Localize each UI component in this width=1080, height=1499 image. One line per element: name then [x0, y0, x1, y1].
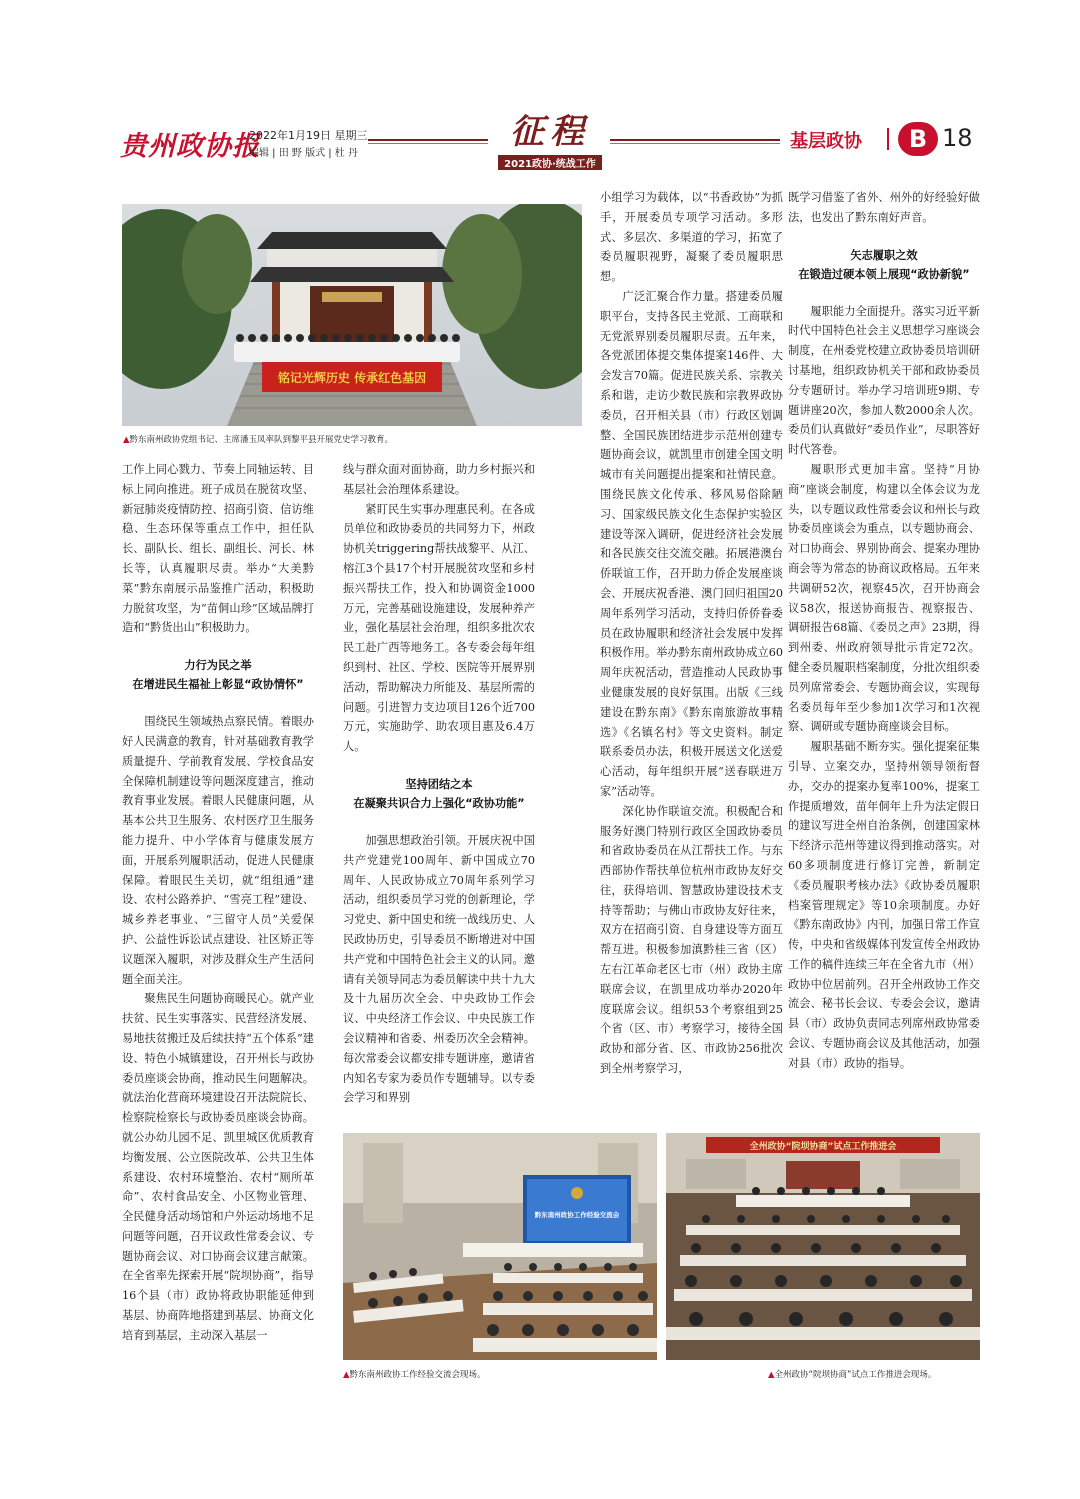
col1-subheading-2: 在增进民生福祉上彰显“政协情怀”: [132, 678, 304, 692]
caption-text: 全州政协“院坝协商”试点工作推进会现场。: [774, 1370, 937, 1380]
banner-text: 铭记光辉历史 传承红色基因: [277, 371, 427, 385]
col3-paragraph-1: 小组学习为载体，以“书香政协”为抓手，开展委员专项学习活动。多形式、多层次、多渠道的学习，拓宽了委员履职视野，凝聚了委员履职思想。: [600, 191, 783, 284]
caption-text: 黔东南州政协党组书记、主席潘玉凤率队到黎平县开展党史学习教育。: [129, 435, 394, 445]
header-rule-right: [610, 139, 780, 141]
column-3: [600, 188, 783, 1130]
caption-marker-icon: ▲: [343, 1370, 350, 1380]
col3-paragraph-3: 深化协作联谊交流。积极配合和服务好澳门特别行政区全国政协委员和省政协委员在从江帮扶工作。与东西部协作帮扶单位杭州市政协友好交往，获得培训、智慧政协建设技术支持等帮助；与佛山市政协友好往来，双方在招商引资、自身建设等方面互帮互进。积极参加滇黔桂三省（区）左右江革命老区七市（州）政协主席联席会议，在凯里成功举办2020年度联席会议。组织53个考察组到25个省（区、市）考察学习，接待全国政协和部分省、区、市政协256批次到全州考察学习，: [600, 804, 783, 1076]
column-4: [788, 188, 980, 1130]
col2-subheading-1: 坚持团结之本: [405, 777, 473, 791]
issue-date: 2022年1月19日 星期三: [249, 129, 368, 142]
col4-subheading-2: 在锻造过硬本领上展现“政协新貌”: [798, 267, 970, 281]
caption-marker-icon: ▲: [123, 435, 130, 445]
col2-paragraph-1: 线与群众面对面协商，助力乡村振兴和基层社会治理体系建设。: [343, 463, 535, 496]
photo-courtyard-consultation-meeting: [666, 1133, 980, 1360]
col4-paragraph-1: 既学习借鉴了省外、州外的好经验好做法，也发出了黔东南好声音。: [788, 191, 980, 224]
col3-paragraph-2: 广泛汇聚合作力量。搭建委员履职平台，支持各民主党派、工商联和无党派界别委员履职尽责。五年来，各党派团体提交集体提案146件、大会发言70篇。促进民族关系、宗教关系和谐，走访少数民族和宗教界政协委员，召开相关县（市）行政区划调整、全国民族团结进步示范州创建专题协商会议，就凯里市创建全国文明城市有关问题提出提案和社情民意。围绕民族文化传承、移风易俗除陋习、国家级民族文化生态保护实验区建设等深入调研，促进经济社会发展和各民族交往交流交融。拓展港澳台侨联谊工作，召开助力侨企发展座谈会、开展庆祝香港、澳门回归祖国20周年系列学习活动，支持归侨侨眷委员在政协履职和经济社会发展中发挥积极作用。举办黔东南州政协成立60周年庆祝活动，营造推动人民政协事业健康发展的良好氛围。出版《三线建设在黔东南》《黔东南旅游故事精选》《名镇名村》等文史资料。制定联系委员办法，积极开展送文化送爱心活动，每年组织开展“送春联进万家”活动等。: [600, 289, 783, 798]
editor-line: 编辑 | 田 野 版式 | 杜 丹: [249, 148, 358, 159]
photo-party-history-study: [122, 204, 582, 426]
screen-text: 黔东南州政协工作经验交流会: [534, 1211, 620, 1219]
col4-paragraph-2: 履职能力全面提升。落实习近平新时代中国特色社会主义思想学习座谈会制度，在州委党校建立政协委员培训研讨基地，组织政协机关干部和政协委员分专题研讨。举办学习培训班9期、专题讲座20次，参加人数2000余人次。委员们认真做好“委员作业”，尽职答好时代答卷。: [788, 304, 980, 457]
caption-bottom-right-photo: [768, 1368, 936, 1380]
col2-subheading-2: 在凝聚共识合力上强化“政协功能”: [353, 796, 525, 810]
section-divider: [887, 128, 889, 150]
photo-courtyard-consultation-meeting-image: [666, 1133, 980, 1360]
col4-paragraph-4: 履职基础不断夯实。强化提案征集引导、立案交办，坚持州领导领衔督办，交办的提案办复率100%，提案工作提质增效，苗年侗年上升为法定假日的建议写进全州自治条例，创建国家林下经济示范州等建议得到推动落实。对60多项制度进行修订完善，新制定《委员履职考核办法》《政协委员履职档案管理规定》等10余项制度。办好《黔东南政协》内刊，加强日常工作宣传，中央和省级媒体刊发宣传全州政协工作的稿件连续三年在全省九市（州）政协中位居前列。召开全州政协工作交流会、秘书长会议、专委会会议，邀请县（市）政协负责同志列席州政协常委会议、专题协商会议及其他活动，加强对县（市）政协的指导。: [788, 740, 980, 1070]
section-badge: B: [898, 122, 938, 156]
col2-paragraph-3: 加强思想政治引领。开展庆祝中国共产党建党100周年、新中国成立70周年、人民政协成立70周年系列学习活动，组织委员学习党的创新理论，学习党史、新中国史和统一战线历史、人民政协历史，引导委员不断增进对中国共产党和中国特色社会主义的认同。邀请有关领导同志为委员解读中共十九大及十九届历次全会、中央政协工作会议、中央经济工作会议、中央民族工作会议精神和省委、州委历次全会精神。每次常委会议都安排专题讲座，邀请省内知名专家为委员作专题辅导。以专委会学习和界别: [343, 833, 535, 1105]
section-name: 基层政协: [790, 131, 862, 152]
page-number: 18: [942, 124, 973, 152]
caption-top-photo: [123, 433, 393, 445]
photo-work-experience-meeting-image: [343, 1133, 657, 1360]
col1-paragraph-3: 聚焦民生问题协商暖民心。就产业扶贫、民生实事落实、民营经济发展、易地扶贫搬迁及后续扶持“五个体系”建设、特色小城镇建设，召开州长与政协委员座谈会协商，推动民生问题解决。就法治化营商环境建设召开法院院长、检察院检察长与政协委员座谈会协商。就公办幼儿园不足、凯里城区优质教育均衡发展、公立医院改革、公共卫生体系建设、农村环境整治、农村“厕所革命”、农村食品安全、小区物业管理、全民健身活动场馆和户外运动场地不足问题等问题，召开议政性常委会议、专题协商会议、对口协商会议建言献策。在全省率先探索开展“院坝协商”，指导16个县（市）政协将政协职能延伸到基层、协商阵地搭建到基层、协商文化培育到基层，主动深入基层一: [122, 992, 314, 1342]
caption-marker-icon: ▲: [768, 1370, 775, 1380]
column-1: [122, 460, 314, 1380]
header-rule-left: [368, 139, 488, 141]
header-rule-left-thin: [368, 143, 488, 144]
col1-paragraph-1: 工作上同心戮力、节奏上同轴运转、目标上同向推进。班子成员在脱贫攻坚、新冠肺炎疫情防控、招商引资、信访维稳、生态环保等重点工作中，担任队长、副队长、组长、副组长、河长、林长等，认真履职尽责。举办“大美黔菜”黔东南展示品鉴推广活动，积极助力脱贫攻坚，为“苗侗山珍”区域品牌打造和“黔货出山”积极助力。: [122, 463, 314, 635]
photo-work-experience-meeting: [343, 1133, 657, 1360]
col4-subheading-1: 矢志履职之效: [850, 248, 918, 262]
col2-paragraph-2: 紧盯民生实事办理惠民利。在各成员单位和政协委员的共同努力下，州政协机关triggering帮扶战黎平、从江、榕江3个县17个村开展脱贫攻坚和乡村振兴帮扶工作，投入和协调资金1000万元，完善基础设施建设，发展种养产业，强化基层社会治理，组织多批次农民工赴广西等地务工。各专委会每年组织到村、社区、学校、医院等开展界别活动，帮助解决力所能及、基层所需的问题。引进智力支边项目126个近700万元，实施助学、助农项目惠及6.4万人。: [343, 502, 535, 754]
paper-name: 贵州政协报: [120, 131, 260, 162]
caption-bottom-left-photo: [343, 1368, 486, 1380]
series-subtitle: 2021政协·统战工作: [498, 155, 602, 170]
header-rule-right-thin: [610, 143, 780, 144]
caption-text: 黔东南州政协工作经验交流会现场。: [349, 1370, 486, 1380]
col1-paragraph-2: 围绕民生领域热点察民情。着眼办好人民满意的教育，针对基础教育教学质量提升、学前教育发展、学校食品安全保障机制建设等问题深度建言，推动教育事业发展。着眼人民健康问题，从基本公共卫生服务、农村医疗卫生服务能力提升、中小学体育与健康发展方面，开展系列履职活动，促进人民健康保障。着眼民生关切，就“组组通”建设、农村公路养护、“雪亮工程”建设、城乡养老事业、“三留守人员”关爱保护、公益性诉讼试点建设、社区矫正等议题深入履职，对涉及群众生产生活问题全面关注。: [122, 715, 314, 986]
series-logo: [494, 112, 606, 170]
col1-subheading-1: 力行为民之举: [184, 659, 252, 673]
photo-party-history-study-image: [122, 204, 582, 426]
banner-text: 全州政协“院坝协商”试点工作推进会: [749, 1142, 897, 1152]
series-name: 征程: [510, 112, 590, 152]
column-2: [343, 460, 535, 1130]
masthead: [0, 0, 1080, 190]
col4-paragraph-3: 履职形式更加丰富。坚持“月协商”座谈会制度，构建以全体会议为龙头，以专题议政性常委会议和州长与政协委员座谈会为重点，以专题协商会、对口协商会、界别协商会、提案办理协商会等为常态的协商议政格局。五年来共调研52次，视察45次，召开协商会议58次，报送协商报告、视察报告、调研报告68篇、《委员之声》23期，得到州委、州政府领导批示肯定72次。健全委员履职档案制度，分批次组织委员列席常委会、专题协商会议，实现每名委员每年至少参加1次学习和1次视察、调研或专题协商座谈会目标。: [788, 462, 980, 734]
